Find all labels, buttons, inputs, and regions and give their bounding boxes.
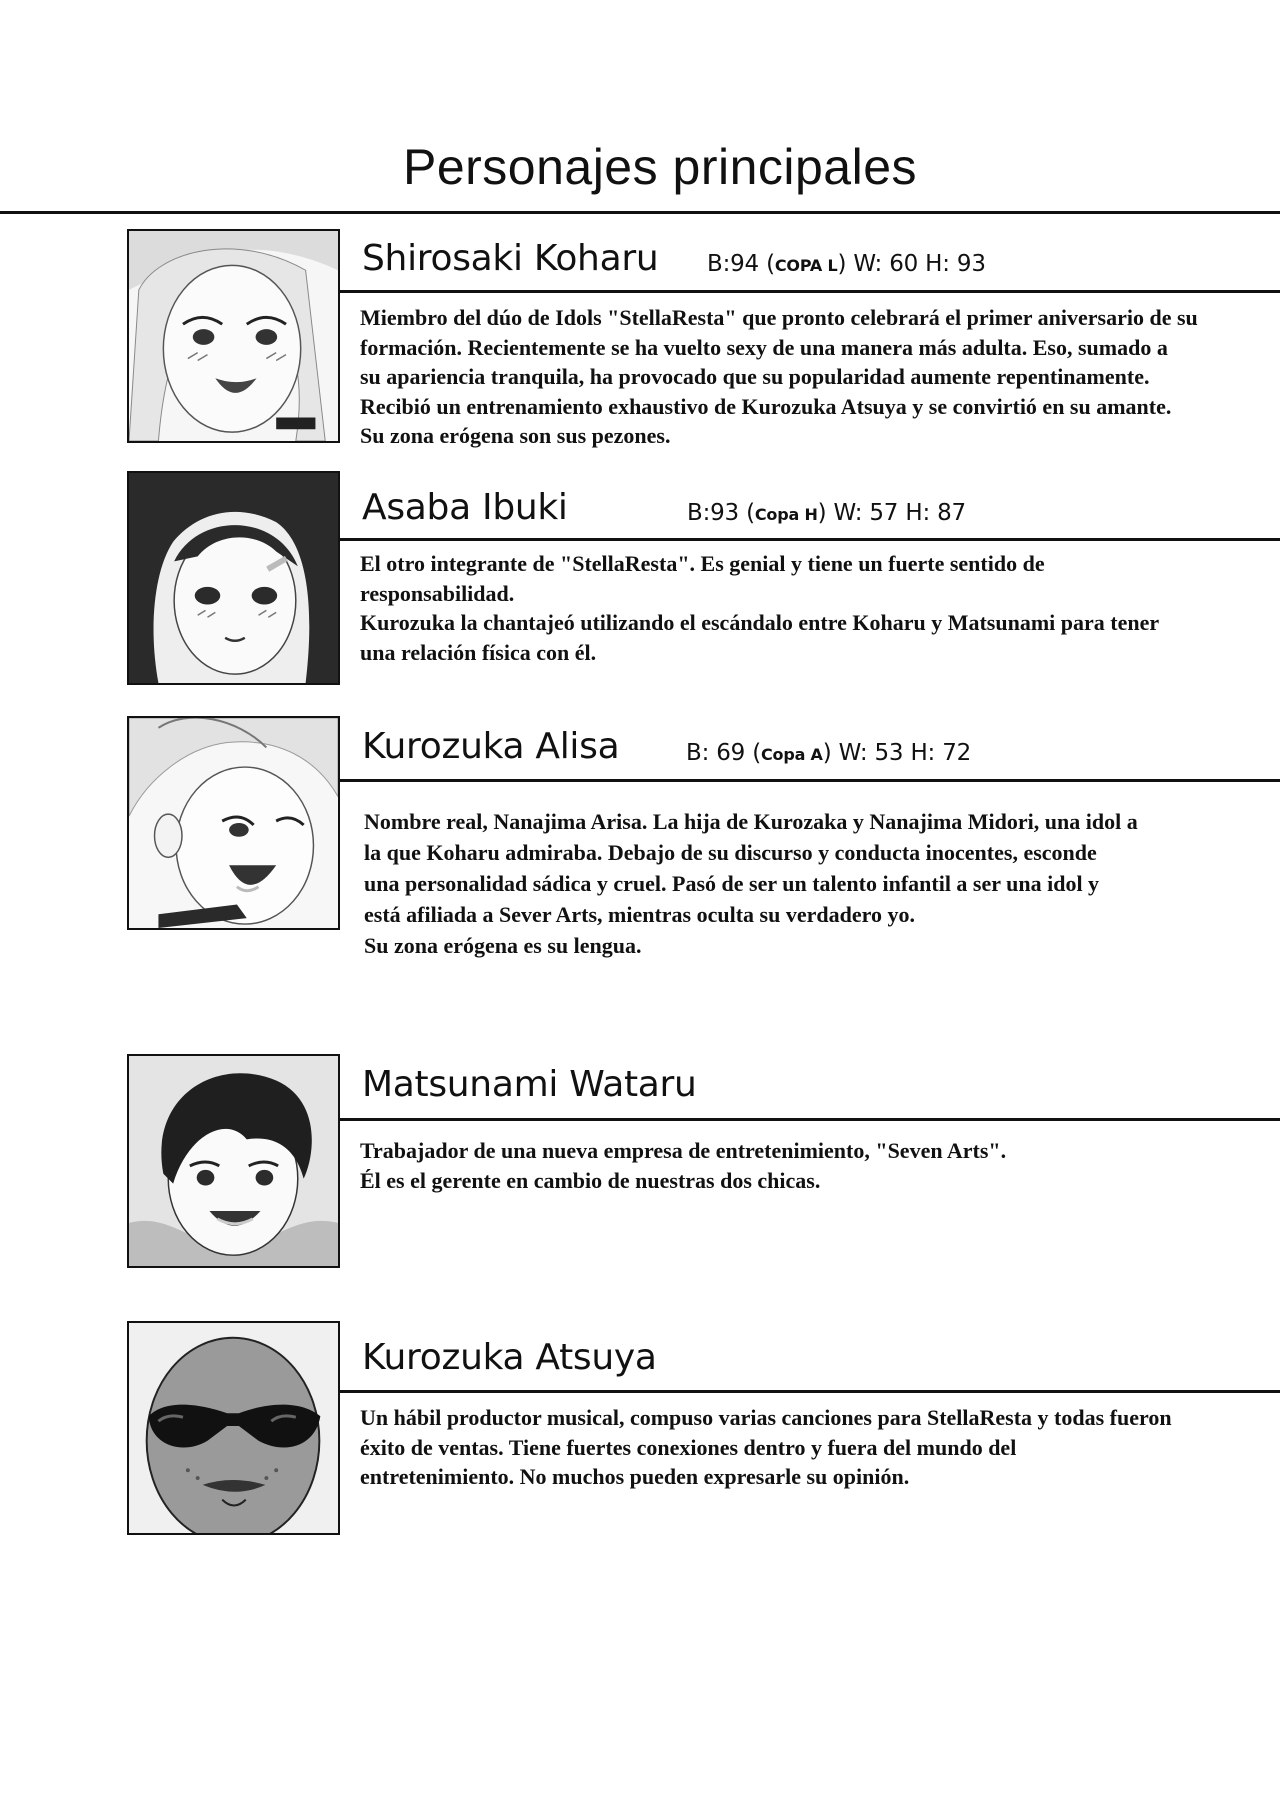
description-line: una relación física con él. (360, 639, 597, 665)
measurements-bust: B:94 ( (707, 251, 775, 277)
description-line: El otro integrante de "StellaResta". Es genial y tiene un fuerte sentido de (360, 551, 1045, 576)
description-line: éxito de ventas. Tiene fuertes conexiones dentro y fuera del mundo del (360, 1434, 1017, 1460)
character-name: Shirosaki Koharu (362, 238, 659, 279)
character-measurements (686, 740, 971, 766)
description-line: responsabilidad. (360, 580, 515, 606)
description-line: Su zona erógena es su lengua. (364, 933, 642, 958)
character-measurements (707, 251, 986, 277)
portrait-image-alisa (127, 716, 340, 930)
description-line: entretenimiento. No muchos pueden expresarle su opinión. (360, 1464, 910, 1489)
character-measurements (687, 500, 966, 526)
measurements-bust: B: 69 ( (686, 740, 761, 766)
character-name: Matsunami Wataru (362, 1064, 697, 1105)
measurements-waist-hip: ) W: 60 H: 93 (837, 251, 986, 277)
title-divider (0, 211, 1280, 214)
character-name: Asaba Ibuki (362, 487, 568, 528)
character-description (360, 549, 1260, 667)
description-line: Él es el gerente en cambio de nuestras dos chicas. (360, 1167, 821, 1193)
description-line: está afiliada a Sever Arts, mientras oculta su verdadero yo. (364, 902, 915, 927)
name-divider (340, 290, 1280, 293)
name-divider (340, 538, 1280, 541)
name-divider (340, 779, 1280, 782)
measurements-bust: B:93 ( (687, 500, 755, 526)
description-line: Un hábil productor musical, compuso varias canciones para StellaResta y todas fueron (360, 1405, 1172, 1430)
name-divider (340, 1390, 1280, 1393)
portrait-image-koharu (127, 229, 340, 443)
character-description (360, 1136, 1260, 1195)
character-description (360, 1403, 1260, 1492)
measurements-cup: COPA L (774, 256, 838, 275)
portrait-image-atsuya (127, 1321, 340, 1535)
description-line: Su zona erógena son sus pezones. (360, 423, 671, 448)
description-line: Miembro del dúo de Idols "StellaResta" que pronto celebrará el primer aniversario de su (360, 305, 1198, 330)
measurements-waist-hip: ) W: 53 H: 72 (822, 740, 972, 766)
measurements-cup: Copa A (761, 745, 823, 764)
description-line: Nombre real, Nanajima Arisa. La hija de Kurozaka y Nanajima Midori, una idol a (364, 809, 1138, 834)
character-description (360, 303, 1260, 451)
description-line: Kurozuka la chantajeó utilizando el escándalo entre Koharu y Matsunami para tener (360, 610, 1160, 635)
description-line: Recibió un entrenamiento exhaustivo de Kurozuka Atsuya y se convirtió en su amante. (360, 393, 1172, 419)
description-line: Trabajador de una nueva empresa de entretenimiento, "Seven Arts". (360, 1138, 1007, 1163)
character-name: Kurozuka Alisa (362, 726, 620, 767)
portrait-image-ibuki (127, 471, 340, 685)
description-line: formación. Recientemente se ha vuelto sexy de una manera más adulta. Eso, sumado a (360, 334, 1168, 360)
description-line: una personalidad sádica y cruel. Pasó de ser un talento infantil a ser una idol y (364, 871, 1100, 896)
description-line: la que Koharu admiraba. Debajo de su discurso y conducta inocentes, esconde (364, 840, 1097, 865)
measurements-cup: Copa H (754, 505, 818, 524)
character-description (364, 806, 1264, 961)
page-title: Personajes principales (402, 139, 918, 195)
measurements-waist-hip: ) W: 57 H: 87 (817, 500, 966, 526)
name-divider (340, 1118, 1280, 1121)
description-line: su apariencia tranquila, ha provocado que su popularidad aumente repentinamente. (360, 364, 1150, 389)
character-name: Kurozuka Atsuya (362, 1337, 657, 1378)
portrait-image-wataru (127, 1054, 340, 1268)
